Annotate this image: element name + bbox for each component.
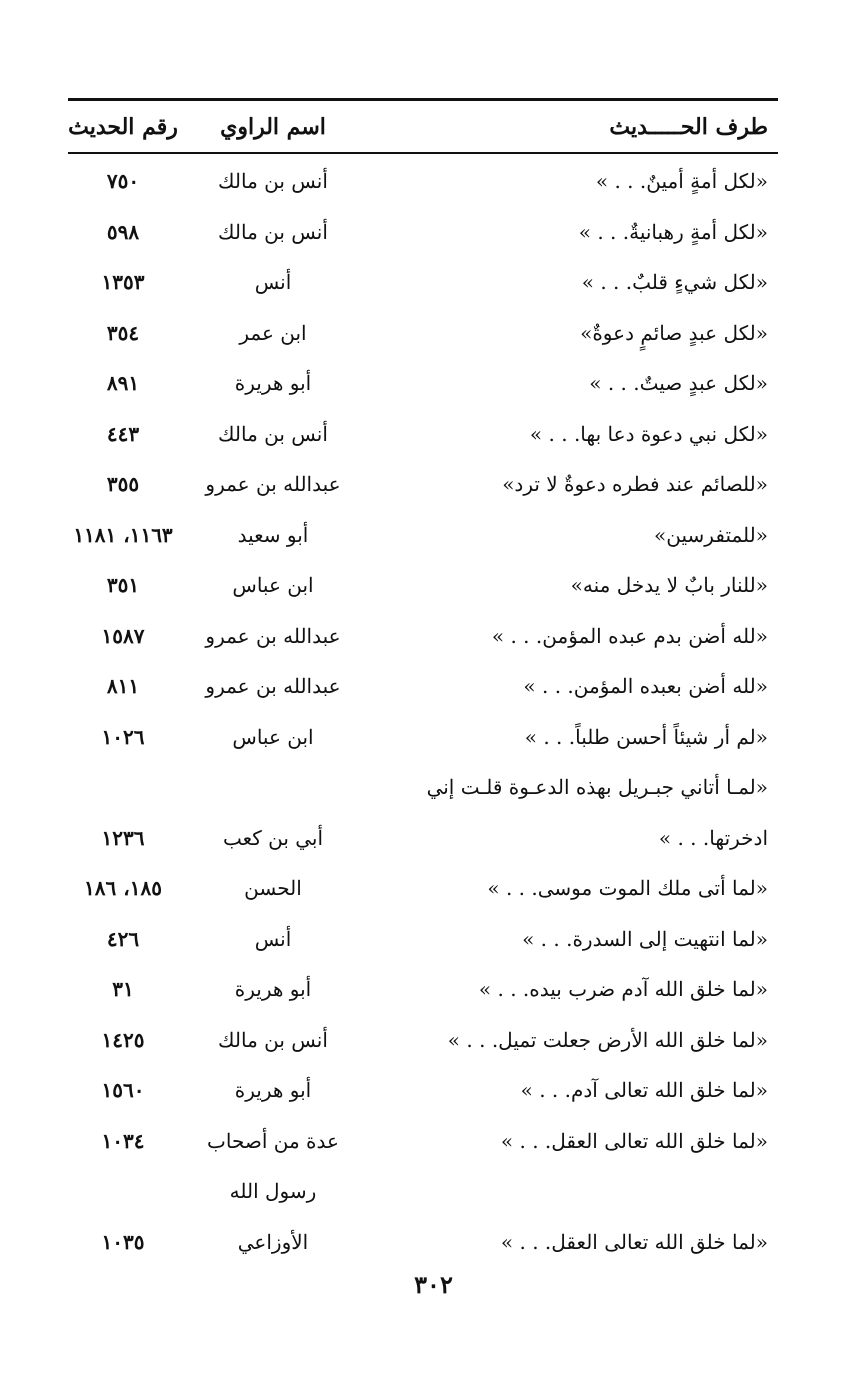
hadith-text: «لله أضن بدم عبده المؤمن. . . » — [491, 623, 768, 648]
narrator-name: أنس بن مالك — [218, 1027, 328, 1052]
narrator-name: أبو هريرة — [234, 371, 312, 395]
narrator-name: الحسن — [244, 876, 302, 900]
hadith-number: ١٠٢٦ — [101, 724, 145, 749]
hadith-number: ١٠٣٤ — [101, 1128, 145, 1153]
table-row — [68, 964, 778, 1014]
narrator-name: الأوزاعي — [237, 1229, 309, 1254]
hadith-text: «لكل نبي دعوة دعا بها. . . » — [529, 421, 768, 446]
hadith-text: «لكل أمةٍ أمينٌ. . . » — [595, 169, 768, 193]
narrator-name: أبو هريرة — [234, 977, 312, 1001]
hadith-text: «لكل شيءٍ قلبٌ. . . » — [581, 270, 768, 294]
header-rule — [68, 152, 778, 154]
hadith-number: ١٢٣٦ — [101, 825, 145, 850]
narrator-name: ابن عمر — [239, 320, 307, 345]
narrator-name: عبدالله بن عمرو — [205, 623, 341, 648]
hadith-text: «لما انتهيت إلى السدرة. . . » — [522, 926, 768, 951]
table-row — [68, 459, 778, 509]
narrator-name: أنس — [254, 926, 292, 951]
hadith-text: «لما أتى ملك الموت موسى. . . » — [487, 876, 768, 900]
table-row — [68, 762, 778, 812]
narrator-name: ابن عباس — [232, 573, 314, 597]
hadith-number: ٤٤٣ — [106, 421, 140, 446]
hadith-text: «لما خلق الله تعالى العقل. . . » — [500, 1128, 768, 1153]
hadith-text: «لمـا أتاني جبـريل بهذه الدعـوة قلـت إني — [426, 775, 768, 799]
hadith-number: ٥٩٨ — [106, 219, 140, 244]
table-row — [68, 813, 778, 863]
table-row — [68, 863, 778, 913]
table-row — [68, 308, 778, 358]
hadith-text: «للمتفرسين» — [654, 522, 768, 547]
hadith-number: ٣٥٤ — [106, 320, 140, 345]
hadith-text: «لما خلق الله تعالى العقل. . . » — [500, 1229, 768, 1254]
narrator-name: أنس بن مالك — [218, 421, 328, 446]
table-row — [68, 712, 778, 762]
narrator-name: أبو سعيد — [237, 522, 309, 547]
hadith-number: ١٥٦٠ — [101, 1078, 145, 1102]
table-row — [68, 914, 778, 964]
hadith-number: ٨١١ — [106, 674, 140, 698]
table-row — [68, 1166, 778, 1216]
narrator-name: أنس — [254, 270, 292, 294]
hadith-text: «لكل أمةٍ رهبانيةٌ. . . » — [578, 219, 768, 244]
table-row — [68, 257, 778, 307]
table-row — [68, 1217, 778, 1267]
table-row — [68, 661, 778, 711]
narrator-name: رسول الله — [229, 1179, 317, 1203]
hadith-number: ٣٥٥ — [106, 472, 140, 496]
table-row — [68, 611, 778, 661]
table-row — [68, 1065, 778, 1115]
hadith-text: «لما خلق الله الأرض جعلت تميل. . . » — [447, 1027, 768, 1052]
hadith-text: ادخرتها. . . » — [658, 825, 768, 850]
hadith-number: ١٠٣٥ — [101, 1229, 145, 1254]
hadith-text: «لكل عبدٍ صيتٌ. . . » — [589, 371, 768, 395]
table-row — [68, 358, 778, 408]
narrator-name: أبو هريرة — [234, 1078, 312, 1102]
table-row — [68, 207, 778, 257]
hadith-number: ١١٦٣، ١١٨١ — [73, 522, 173, 547]
top-rule — [68, 98, 778, 101]
page-number: ٣٠٢ — [414, 1270, 453, 1299]
header-hadith-text: طرف الحـــــديث — [609, 114, 768, 140]
hadith-number: ١٥٨٧ — [101, 623, 145, 648]
header-narrator: اسم الراوي — [220, 114, 326, 140]
table-row — [68, 1015, 778, 1065]
narrator-name: أنس بن مالك — [218, 169, 328, 193]
hadith-text: «لكل عبدٍ صائمٍ دعوةٌ» — [580, 320, 768, 345]
narrator-name: عدة من أصحاب — [207, 1128, 339, 1153]
hadith-text: «للنار بابٌ لا يدخل منه» — [570, 573, 768, 597]
hadith-text: «لما خلق الله تعالى آدم. . . » — [520, 1078, 768, 1102]
hadith-number: ٧٥٠ — [106, 169, 140, 193]
table-row — [68, 409, 778, 459]
hadith-text: «لما خلق الله آدم ضرب بيده. . . » — [478, 977, 768, 1001]
table-row — [68, 156, 778, 206]
hadith-number: ٣٥١ — [106, 573, 140, 597]
hadith-text: «لم أر شيئاً أحسن طلباً. . . » — [524, 724, 768, 749]
hadith-number — [68, 762, 178, 812]
hadith-number: ٨٩١ — [106, 371, 140, 395]
narrator-name: ابن عباس — [232, 724, 314, 749]
hadith-number: ٤٢٦ — [106, 926, 140, 951]
hadith-number: ١٨٥، ١٨٦ — [84, 876, 162, 900]
narrator-name: أنس بن مالك — [218, 219, 328, 244]
hadith-number: ٣١ — [112, 977, 134, 1001]
table-row — [68, 510, 778, 560]
table-header — [68, 102, 778, 152]
hadith-text: «للصائم عند فطره دعوةٌ لا ترد» — [502, 472, 768, 496]
hadith-number — [68, 1166, 178, 1216]
hadith-text: «لله أضن بعبده المؤمن. . . » — [523, 674, 768, 698]
narrator-name: أبي بن كعب — [222, 825, 324, 850]
narrator-name: عبدالله بن عمرو — [205, 674, 341, 698]
hadith-text — [378, 1166, 768, 1216]
hadith-number: ١٣٥٣ — [101, 270, 145, 294]
narrator-name: عبدالله بن عمرو — [205, 472, 341, 496]
table-row — [68, 560, 778, 610]
hadith-number: ١٤٢٥ — [101, 1027, 145, 1052]
header-hadith-number: رقم الحديث — [68, 114, 178, 140]
narrator-name — [178, 762, 368, 812]
table-row — [68, 1116, 778, 1166]
